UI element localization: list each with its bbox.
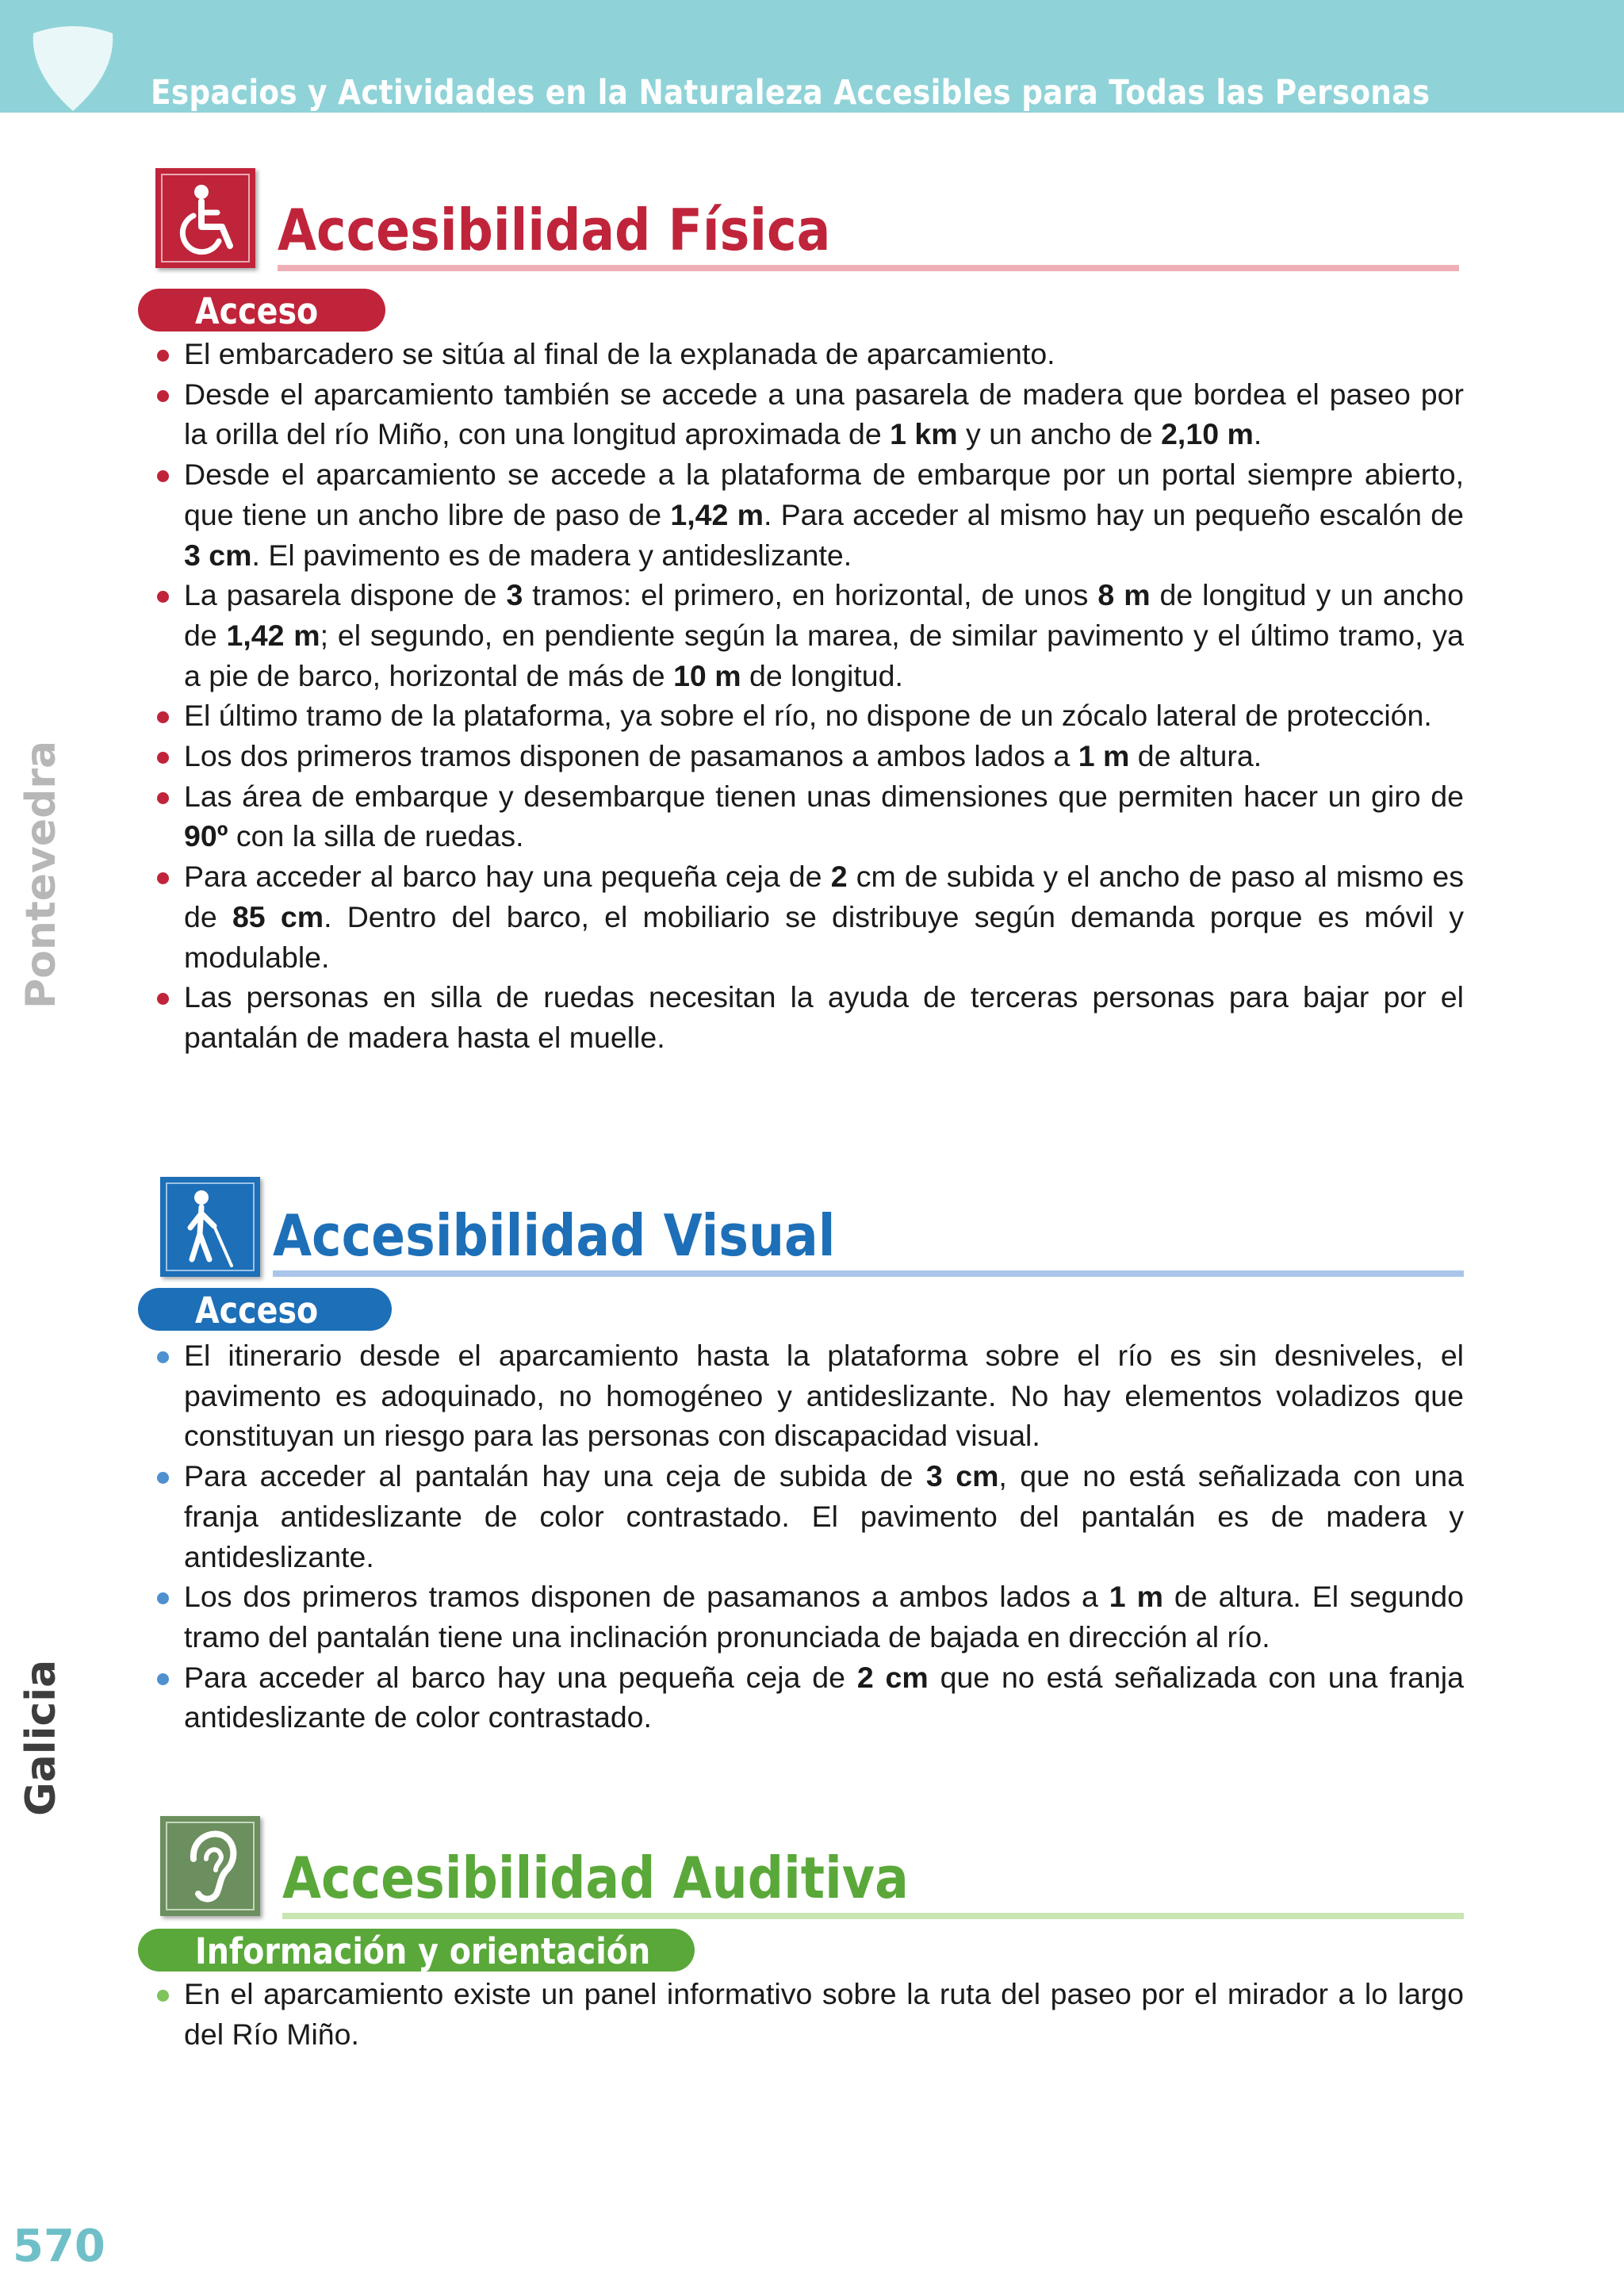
text-run: de longitud y un ancho de xyxy=(184,578,1464,652)
heading-rule xyxy=(282,1913,1464,1919)
bold-value: 2 xyxy=(830,860,848,894)
subheading-label: Información y orientación xyxy=(195,1930,651,1972)
bold-value: 1 m xyxy=(1109,1580,1163,1614)
text-run: En el aparcamiento existe un panel informativo sobre la ruta del paseo por el mirador a lo largo del Río Miño. xyxy=(184,1977,1464,2051)
bold-value: 2,10 m xyxy=(1161,417,1254,451)
text-run: Los dos primeros tramos disponen de pasamanos a ambos lados a xyxy=(184,1580,1109,1614)
bullet-item xyxy=(184,1456,1464,1577)
bullet-item xyxy=(184,736,1464,776)
shield-logo-icon xyxy=(29,25,117,113)
text-run: cm de subida y el ancho de paso al mismo es de xyxy=(184,860,1465,933)
bullet-item xyxy=(184,334,1464,374)
subheading-label: Acceso xyxy=(195,290,319,332)
text-run: . Para acceder al mismo hay un pequeño escalón de xyxy=(763,497,1464,531)
bullet-item xyxy=(184,575,1464,695)
header-bar xyxy=(0,0,1624,113)
bold-value: 10 m xyxy=(673,658,741,692)
bullet-item xyxy=(184,1335,1464,1456)
text-run: y un ancho de xyxy=(957,417,1162,451)
page-number: 570 xyxy=(13,2221,105,2272)
text-run: Para acceder al barco hay una pequeña ceja de xyxy=(184,860,831,894)
bullet-item xyxy=(184,977,1464,1057)
text-run: . El pavimento es de madera y antideslizante. xyxy=(251,538,852,572)
text-run: de altura. El segundo tramo del pantalán tiene una inclinación pronunciada de bajada en dirección al río. xyxy=(184,1580,1464,1653)
bold-value: 1 km xyxy=(890,417,958,451)
section-heading-physical: Accesibilidad Física xyxy=(278,197,831,263)
bullet-list-visual xyxy=(184,1335,1464,1738)
text-run: con la silla de ruedas. xyxy=(228,819,524,853)
subheading-pill-hearing xyxy=(138,1929,695,1972)
bullet-list-physical xyxy=(184,334,1464,1058)
bullet-item xyxy=(184,856,1464,977)
side-label-province: Pontevedra xyxy=(17,740,65,1009)
bullet-item xyxy=(184,454,1464,575)
bold-value: 90º xyxy=(184,819,228,853)
text-run: ; el segundo, en pendiente según la marea, de similar pavimento y el último tramo, ya a pie de barco, horizontal de más de xyxy=(184,618,1464,692)
heading-rule xyxy=(278,265,1459,271)
bullet-list-hearing xyxy=(184,1974,1464,2054)
ear-icon xyxy=(160,1816,260,1916)
subheading-pill-visual xyxy=(138,1288,392,1331)
text-run: , que no está señalizada con una franja antideslizante de color contrastado. El pavimento del pantalán es de madera y antideslizante. xyxy=(184,1459,1464,1573)
text-run: de altura. xyxy=(1129,739,1262,773)
wheelchair-icon xyxy=(155,168,255,268)
text-run: Las personas en silla de ruedas necesitan la ayuda de terceras personas para bajar por el pantalán de madera hasta el muelle. xyxy=(184,980,1464,1054)
bullet-item xyxy=(184,695,1464,736)
bullet-item xyxy=(184,374,1464,454)
section-heading-visual: Accesibilidad Visual xyxy=(273,1202,836,1269)
text-run: Las área de embarque y desembarque tienen unas dimensiones que permiten hacer un giro de xyxy=(184,779,1464,813)
bold-value: 85 cm xyxy=(232,899,324,933)
heading-rule xyxy=(273,1270,1464,1277)
text-run: que no está señalizada con una franja antideslizante de color contrastado. xyxy=(184,1660,1464,1734)
blind-person-icon xyxy=(160,1177,260,1277)
bullet-item xyxy=(184,1577,1464,1657)
side-label-region: Galicia xyxy=(17,1659,65,1816)
text-run: Para acceder al pantalán hay una ceja de subida de xyxy=(184,1459,926,1493)
text-run: Desde el aparcamiento se accede a la plataforma de embarque por un portal siempre abierto, que tiene un ancho libre de paso de xyxy=(184,458,1464,531)
text-run: . xyxy=(1253,417,1262,451)
bold-value: 3 cm xyxy=(925,1459,999,1493)
bold-value: 3 cm xyxy=(184,538,252,572)
subheading-pill-physical xyxy=(138,289,385,331)
subheading-label: Acceso xyxy=(195,1289,319,1332)
bold-value: 2 cm xyxy=(856,1660,929,1694)
header-title: Espacios y Actividades en la Naturaleza Accesibles para Todas las Personas xyxy=(151,73,1431,113)
bullet-item xyxy=(184,1974,1464,2054)
text-run: El itinerario desde el aparcamiento hasta la plataforma sobre el río es sin desniveles, el pavimento es adoquinado, no homogéneo y antideslizante. No hay elementos voladizos que constituyan un riesgo para las personas con discapacidad visual. xyxy=(184,1339,1464,1453)
bold-value: 1,42 m xyxy=(226,618,320,652)
text-run: de longitud. xyxy=(741,658,903,692)
text-run: El embarcadero se sitúa al final de la explanada de aparcamiento. xyxy=(184,337,1055,370)
text-run: tramos: el primero, en horizontal, de unos xyxy=(523,578,1098,612)
bullet-item xyxy=(184,1657,1464,1738)
text-run: Los dos primeros tramos disponen de pasamanos a ambos lados a xyxy=(184,739,1078,773)
text-run: Desde el aparcamiento también se accede a una pasarela de madera que bordea el paseo por la orilla del río Miño, con una longitud aproximada de xyxy=(184,377,1464,451)
section-heading-hearing: Accesibilidad Auditiva xyxy=(282,1845,909,1911)
text-run: Para acceder al barco hay una pequeña ceja de xyxy=(184,1660,857,1694)
text-run: . Dentro del barco, el mobiliario se distribuye según demanda porque es móvil y modulable. xyxy=(184,899,1464,974)
text-run: El último tramo de la plataforma, ya sobre el río, no dispone de un zócalo lateral de protección. xyxy=(184,699,1432,733)
text-run: La pasarela dispone de xyxy=(184,578,507,612)
bold-value: 3 xyxy=(506,578,523,612)
bold-value: 1 m xyxy=(1078,739,1130,773)
bold-value: 1,42 m xyxy=(670,497,764,531)
bullet-item xyxy=(184,776,1464,856)
bold-value: 8 m xyxy=(1097,578,1151,612)
